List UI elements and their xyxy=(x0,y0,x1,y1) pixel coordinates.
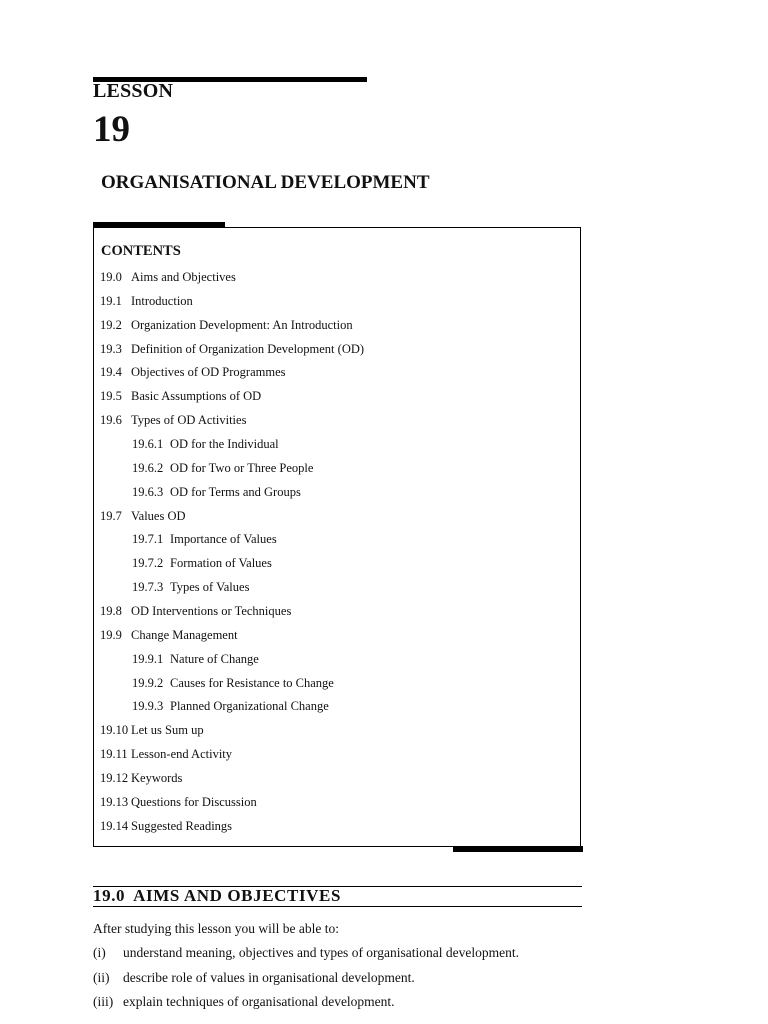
section-intro: After studying this lesson you will be able to: xyxy=(93,921,339,936)
toc-item-text: Let us Sum up xyxy=(131,723,204,738)
toc-item-number: 19.12 xyxy=(100,770,129,785)
toc-item xyxy=(100,293,193,309)
toc-item xyxy=(132,484,301,500)
section-number: 19.0 xyxy=(93,886,126,905)
toc-item xyxy=(100,508,186,524)
toc-item xyxy=(100,412,246,428)
toc-item-number: 19.0 xyxy=(100,270,122,284)
toc-item-text: Basic Assumptions of OD xyxy=(131,389,262,404)
toc-item-text: Introduction xyxy=(131,293,193,308)
toc-item-number: 19.5 xyxy=(100,389,122,404)
toc-item-number: 19.6.1 xyxy=(132,437,164,451)
toc-item-number: 19.7.1 xyxy=(132,532,164,547)
toc-item-number: 19.7.3 xyxy=(132,580,164,594)
toc-item-text: Organization Development: An Introduction xyxy=(131,317,353,332)
toc-item xyxy=(132,460,313,476)
toc-item xyxy=(100,722,204,738)
toc-item-number: 19.6.2 xyxy=(132,460,164,475)
objective-marker: (i) xyxy=(93,945,106,960)
toc-item-text: Suggested Readings xyxy=(131,818,233,833)
toc-item xyxy=(100,794,257,810)
toc-item-number: 19.10 xyxy=(100,723,129,738)
toc-item-text: OD for Two or Three People xyxy=(170,460,314,475)
objective-text: understand meaning, objectives and types of organisational development. xyxy=(123,945,520,960)
lesson-number: 19 xyxy=(93,109,130,150)
toc-item-text: Formation of Values xyxy=(170,556,272,571)
contents-box-bottom-bar xyxy=(453,846,583,852)
toc-item-number: 19.14 xyxy=(100,818,129,833)
toc-item xyxy=(132,651,259,667)
toc-item-number: 19.4 xyxy=(100,365,122,380)
toc-item-text: Questions for Discussion xyxy=(131,794,257,809)
toc-item-number: 19.1 xyxy=(100,293,122,308)
toc-item xyxy=(100,364,285,380)
toc-item-number: 19.6 xyxy=(100,413,122,428)
objective-marker: (ii) xyxy=(93,970,110,985)
toc-item-text: Keywords xyxy=(131,770,183,785)
toc-item-text: Values OD xyxy=(131,508,186,523)
lesson-title: ORGANISATIONAL DEVELOPMENT xyxy=(101,172,430,193)
toc-item-number: 19.11 xyxy=(100,747,128,761)
toc-item-text: Causes for Resistance to Change xyxy=(170,675,334,690)
toc-item-text: Importance of Values xyxy=(170,532,277,547)
toc-item xyxy=(132,555,272,571)
section-title: AIMS AND OBJECTIVES xyxy=(133,886,342,905)
lesson-label: LESSON xyxy=(93,80,174,102)
toc-item-number: 19.9 xyxy=(100,627,122,642)
toc-item xyxy=(100,388,261,404)
toc-item xyxy=(132,675,334,691)
toc-item xyxy=(132,698,329,714)
section-heading xyxy=(93,886,341,906)
toc-item-number: 19.2 xyxy=(100,317,122,332)
objective-item xyxy=(93,945,519,961)
toc-item xyxy=(100,317,353,333)
toc-item xyxy=(100,818,232,834)
toc-item-number: 19.9.1 xyxy=(132,651,164,666)
toc-item xyxy=(100,627,238,643)
objective-text: describe role of values in organisational development. xyxy=(123,970,415,985)
toc-item-number: 19.13 xyxy=(100,794,129,809)
toc-item xyxy=(100,341,364,357)
toc-item-number: 19.9.3 xyxy=(132,699,164,714)
section-rule-bottom xyxy=(93,906,582,907)
toc-item-number: 19.6.3 xyxy=(132,484,164,499)
toc-item xyxy=(100,269,236,285)
toc-item-text: OD for Terms and Groups xyxy=(170,484,301,499)
toc-item-number: 19.7.2 xyxy=(132,556,164,571)
toc-item xyxy=(100,603,291,619)
toc-item-text: Types of OD Activities xyxy=(131,413,247,428)
toc-item xyxy=(132,436,279,452)
toc-item-number: 19.8 xyxy=(100,603,122,618)
objective-item xyxy=(93,970,415,986)
objective-text: explain techniques of organisational development. xyxy=(123,994,395,1009)
toc-item-text: Change Management xyxy=(131,627,238,642)
toc-item-text: Objectives of OD Programmes xyxy=(131,365,286,380)
toc-item-text: Definition of Organization Development (OD) xyxy=(131,341,365,356)
toc-item xyxy=(100,770,182,786)
toc-item xyxy=(100,746,232,762)
contents-heading: CONTENTS xyxy=(101,243,181,259)
objective-marker: (iii) xyxy=(93,994,114,1009)
objective-item xyxy=(93,994,395,1010)
toc-item-text: Lesson-end Activity xyxy=(131,747,233,761)
toc-item-number: 19.7 xyxy=(100,508,122,523)
toc-item xyxy=(132,579,249,595)
toc-item-text: Planned Organizational Change xyxy=(170,699,329,714)
toc-item xyxy=(132,531,277,547)
toc-item-text: Nature of Change xyxy=(170,651,259,666)
toc-item-number: 19.9.2 xyxy=(132,675,164,690)
toc-item-text: Types of Values xyxy=(170,580,250,594)
toc-item-text: Aims and Objectives xyxy=(131,270,236,284)
toc-item-text: OD for the Individual xyxy=(170,437,279,451)
toc-item-number: 19.3 xyxy=(100,341,122,356)
toc-item-text: OD Interventions or Techniques xyxy=(131,603,292,618)
